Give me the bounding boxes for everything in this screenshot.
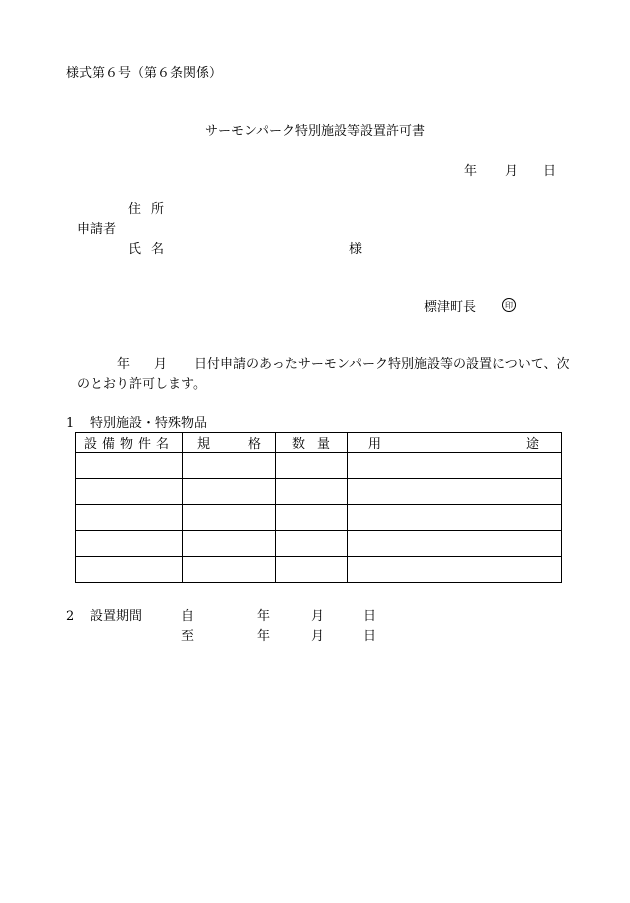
- body-month-label: 月: [154, 357, 168, 372]
- period-to-day: 日: [363, 629, 377, 644]
- cell-spec[interactable]: [183, 505, 276, 531]
- section1-title: 特別施設・特殊物品: [90, 416, 208, 431]
- table-header-row: [76, 433, 562, 453]
- document-title: サーモンパーク特別施設等設置許可書: [204, 124, 426, 139]
- section1-number: 1: [66, 416, 75, 431]
- section2-title: 設置期間: [90, 609, 143, 624]
- cell-usage[interactable]: [348, 479, 562, 505]
- seal-icon: 印: [502, 298, 516, 312]
- cell-usage[interactable]: [348, 531, 562, 557]
- form-number: 様式第６号（第６条関係）: [66, 66, 223, 81]
- header-usage-b: 途: [525, 437, 539, 452]
- cell-spec[interactable]: [183, 557, 276, 583]
- header-spec-a: 規: [197, 437, 211, 452]
- header-spec: [183, 433, 276, 453]
- section2-number: 2: [66, 609, 75, 624]
- cell-item-name[interactable]: [76, 505, 183, 531]
- address-label: 住所: [128, 202, 175, 217]
- name-label: 氏名: [128, 242, 175, 257]
- date-day-label: 日: [543, 164, 557, 179]
- body-text-line2: のとおり許可します。: [77, 377, 206, 392]
- period-from-year: 年: [257, 609, 271, 624]
- period-to-month: 月: [311, 629, 325, 644]
- body-text-line1: 日付申請のあったサーモンパーク特別施設等の設置について、次: [194, 357, 570, 372]
- cell-item-name[interactable]: [76, 479, 183, 505]
- table-row: [76, 505, 562, 531]
- honorific-sama: 様: [349, 242, 363, 257]
- cell-spec[interactable]: [183, 531, 276, 557]
- cell-spec[interactable]: [183, 479, 276, 505]
- cell-usage[interactable]: [348, 557, 562, 583]
- period-from-day: 日: [363, 609, 377, 624]
- period-from-label: 自: [181, 609, 195, 624]
- table-row: [76, 531, 562, 557]
- issuer-title: 標津町長: [424, 300, 477, 315]
- header-usage-a: 用: [368, 437, 382, 452]
- cell-spec[interactable]: [183, 453, 276, 479]
- cell-quantity[interactable]: [276, 557, 348, 583]
- table-row: [76, 479, 562, 505]
- date-year-label: 年: [464, 164, 478, 179]
- period-from-month: 月: [311, 609, 325, 624]
- cell-item-name[interactable]: [76, 453, 183, 479]
- period-to-year: 年: [257, 629, 271, 644]
- header-item-name: 設備物件名: [76, 433, 183, 453]
- cell-quantity[interactable]: [276, 453, 348, 479]
- cell-quantity[interactable]: [276, 505, 348, 531]
- header-usage: [348, 433, 562, 453]
- body-year-label: 年: [117, 357, 131, 372]
- date-month-label: 月: [505, 164, 519, 179]
- cell-item-name[interactable]: [76, 531, 183, 557]
- cell-quantity[interactable]: [276, 479, 348, 505]
- header-spec-b: 格: [247, 437, 261, 452]
- cell-usage[interactable]: [348, 505, 562, 531]
- table-row: [76, 453, 562, 479]
- cell-quantity[interactable]: [276, 531, 348, 557]
- applicant-label: 申請者: [77, 222, 117, 237]
- items-table: [75, 432, 562, 583]
- header-quantity: 数量: [276, 433, 348, 453]
- period-to-label: 至: [181, 629, 195, 644]
- cell-usage[interactable]: [348, 453, 562, 479]
- cell-item-name[interactable]: [76, 557, 183, 583]
- table-row: [76, 557, 562, 583]
